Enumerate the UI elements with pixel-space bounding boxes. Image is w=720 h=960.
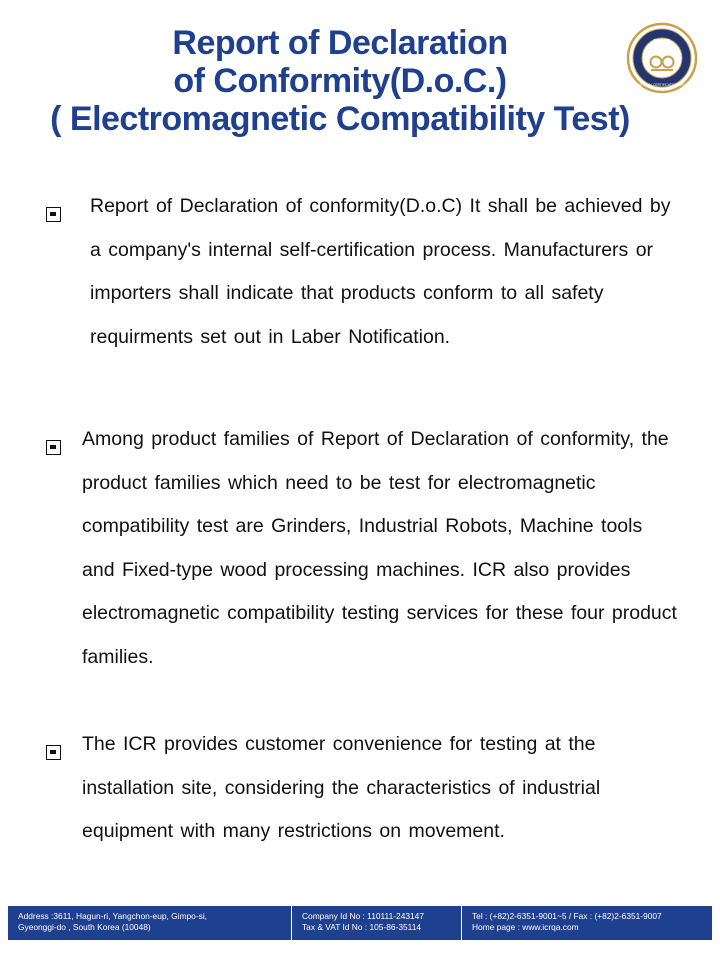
bullet-square-icon: [46, 207, 61, 222]
footer-homepage: Home page : www.icrqa.com: [472, 922, 579, 932]
footer-tel-fax: Tel : (+82)2-6351-9001~5 / Fax : (+82)2-6351-9007: [472, 911, 662, 921]
bullet-text-3: The ICR provides customer convenience for testing at the installation site, considering the characteristics of industrial equipment with many restrictions on movement.: [82, 733, 601, 842]
bullet-text-2: Among product families of Report of Declaration of conformity, the product families which need to be test for electromagnetic compatibility test are Grinders, Industrial Robots, Machine tools and Fixed-type wood processing machines. ICR also provides electromagnetic compatibility testing services for these four product families.: [82, 428, 677, 668]
bullet-text-1: Report of Declaration of conformity(D.o.C) It shall be achieved by a company's internal self-certification process. Manufacturers or importers shall indicate that products conform to all safety requirments set out in Laber Notification.: [90, 195, 671, 348]
footer-address: [8, 906, 291, 940]
footer-address-line-1: Address :3611, Hagun-ri, Yangchon-eup, Gimpo-si,: [18, 911, 208, 921]
footer-bar: [8, 906, 712, 940]
footer-address-line-2: Gyeonggi-do , South Korea (10048): [18, 922, 151, 932]
logo-text: ICR: [653, 38, 671, 49]
icr-seal-logo: [626, 22, 698, 94]
footer-contact: [461, 906, 712, 940]
icr-logo-icon: [626, 22, 698, 94]
footer-tax-id: Tax & VAT Id No : 105-86-35114: [302, 922, 422, 932]
logo-ring-text: INTERNATIONAL CERTIFICATION REGISTRAR: [627, 83, 697, 87]
footer-company-id: Company Id No : 110111-243147: [302, 911, 424, 921]
bullet-square-icon: [46, 745, 61, 760]
footer-company-ids: [291, 906, 461, 940]
document-title: [0, 24, 680, 138]
title-line-1: Report of Declaration: [172, 24, 508, 62]
title-line-2: of Conformity(D.o.C.): [173, 62, 507, 100]
bullet-square-icon: [46, 440, 61, 455]
title-line-3: ( Electromagnetic Compatibility Test): [50, 100, 630, 138]
